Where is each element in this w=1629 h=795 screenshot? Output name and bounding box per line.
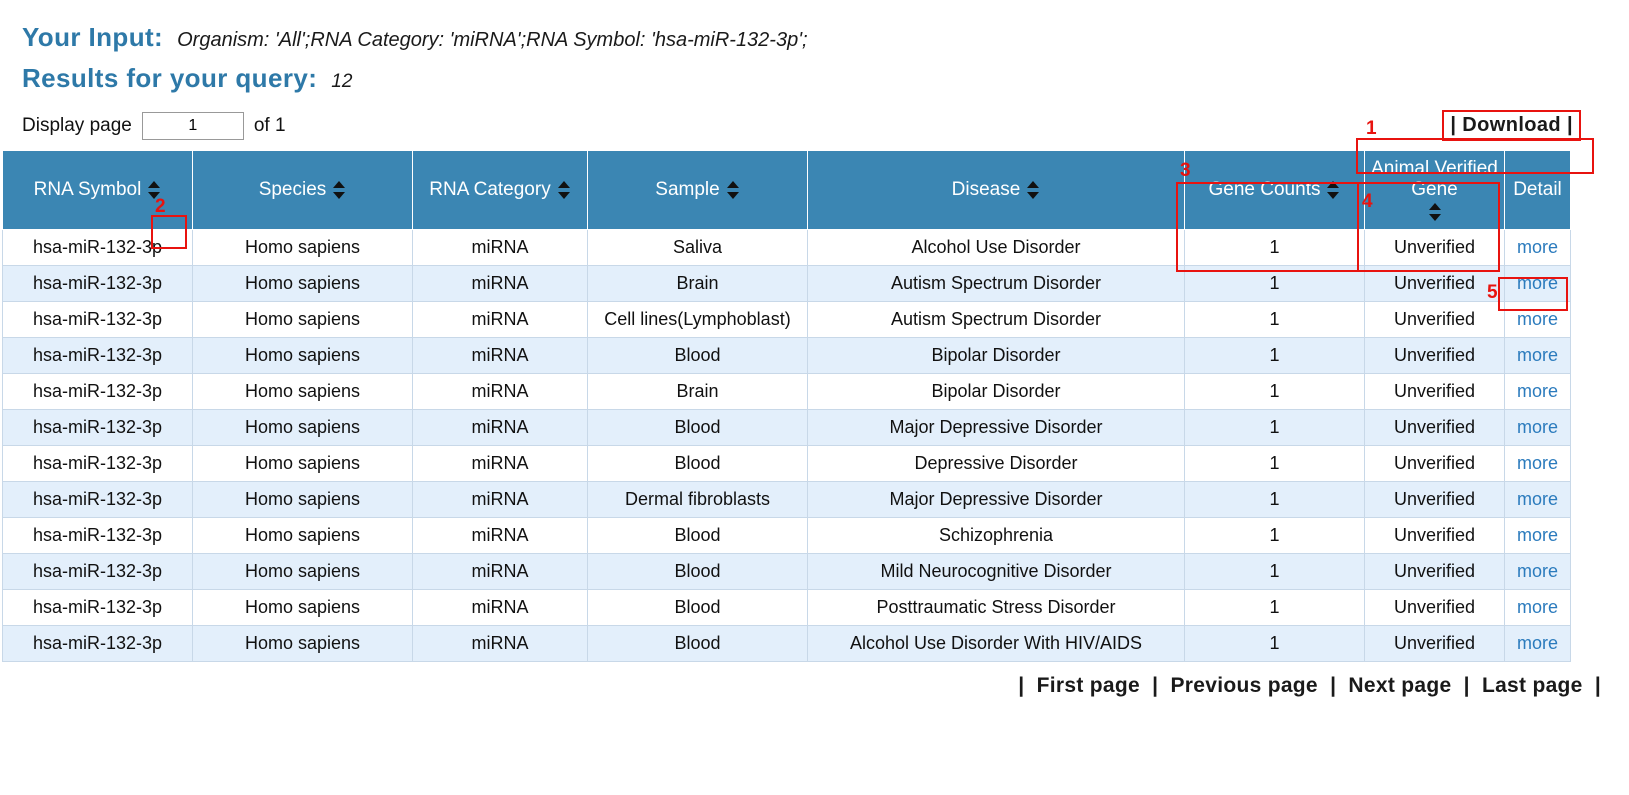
query-summary bbox=[0, 0, 1629, 94]
cell-rna-symbol: hsa-miR-132-3p bbox=[3, 590, 193, 626]
cell-rna-symbol: hsa-miR-132-3p bbox=[3, 266, 193, 302]
cell-animal-verified: Unverified bbox=[1365, 302, 1505, 338]
cell-sample: Dermal fibroblasts bbox=[588, 482, 808, 518]
first-page-link[interactable]: First page bbox=[1036, 674, 1140, 697]
cell-rna-category: miRNA bbox=[413, 518, 588, 554]
cell-detail bbox=[1505, 626, 1571, 662]
cell-disease: Major Depressive Disorder bbox=[808, 482, 1185, 518]
cell-detail bbox=[1505, 338, 1571, 374]
cell-sample: Blood bbox=[588, 338, 808, 374]
cell-animal-verified: Unverified bbox=[1365, 338, 1505, 374]
cell-rna-category: miRNA bbox=[413, 626, 588, 662]
table-body bbox=[3, 230, 1571, 662]
detail-more-link[interactable]: more bbox=[1516, 417, 1558, 437]
cell-animal-verified: Unverified bbox=[1365, 482, 1505, 518]
cell-rna-category: miRNA bbox=[413, 338, 588, 374]
cell-rna-symbol: hsa-miR-132-3p bbox=[3, 482, 193, 518]
cell-species: Homo sapiens bbox=[193, 518, 413, 554]
cell-species: Homo sapiens bbox=[193, 482, 413, 518]
your-input-line bbox=[22, 22, 1629, 53]
detail-more-link[interactable]: more bbox=[1516, 345, 1558, 365]
results-label: Results for your query: bbox=[22, 63, 318, 93]
table-row bbox=[3, 338, 1571, 374]
table-row bbox=[3, 590, 1571, 626]
cell-sample: Blood bbox=[588, 410, 808, 446]
your-input-value: Organism: 'All';RNA Category: 'miRNA';RNA Symbol: 'hsa-miR-132-3p'; bbox=[177, 29, 808, 51]
download-link[interactable]: | Download | bbox=[1450, 114, 1573, 136]
previous-page-link[interactable]: Previous page bbox=[1170, 674, 1318, 697]
cell-sample: Blood bbox=[588, 554, 808, 590]
column-label: Sample bbox=[655, 179, 720, 200]
cell-animal-verified: Unverified bbox=[1365, 374, 1505, 410]
cell-detail bbox=[1505, 302, 1571, 338]
display-page-label: Display page bbox=[22, 115, 132, 136]
cell-detail bbox=[1505, 590, 1571, 626]
pagination-nav bbox=[0, 662, 1629, 698]
detail-more-link[interactable]: more bbox=[1516, 597, 1558, 617]
cell-rna-symbol: hsa-miR-132-3p bbox=[3, 230, 193, 266]
cell-detail bbox=[1505, 482, 1571, 518]
detail-more-link[interactable]: more bbox=[1516, 561, 1558, 581]
cell-rna-symbol: hsa-miR-132-3p bbox=[3, 338, 193, 374]
cell-gene-counts: 1 bbox=[1185, 482, 1365, 518]
cell-detail bbox=[1505, 374, 1571, 410]
cell-gene-counts: 1 bbox=[1185, 554, 1365, 590]
cell-rna-symbol: hsa-miR-132-3p bbox=[3, 518, 193, 554]
table-header-row bbox=[3, 151, 1571, 230]
cell-sample: Blood bbox=[588, 590, 808, 626]
cell-rna-symbol: hsa-miR-132-3p bbox=[3, 302, 193, 338]
column-label: Animal Verified Gene bbox=[1371, 157, 1498, 200]
last-page-link[interactable]: Last page bbox=[1481, 674, 1583, 697]
cell-disease: Schizophrenia bbox=[808, 518, 1185, 554]
nav-separator: | bbox=[1463, 674, 1470, 697]
sort-arrows-icon[interactable] bbox=[1428, 202, 1442, 222]
cell-rna-category: miRNA bbox=[413, 374, 588, 410]
cell-disease: Alcohol Use Disorder With HIV/AIDS bbox=[808, 626, 1185, 662]
table-row bbox=[3, 518, 1571, 554]
cell-sample: Brain bbox=[588, 374, 808, 410]
cell-detail bbox=[1505, 518, 1571, 554]
next-page-link[interactable]: Next page bbox=[1348, 674, 1452, 697]
cell-species: Homo sapiens bbox=[193, 446, 413, 482]
column-label: Detail bbox=[1513, 179, 1562, 200]
cell-disease: Autism Spectrum Disorder bbox=[808, 266, 1185, 302]
column-header-gene-counts[interactable] bbox=[1185, 151, 1365, 230]
detail-more-link[interactable]: more bbox=[1516, 273, 1558, 293]
table-row bbox=[3, 446, 1571, 482]
cell-rna-category: miRNA bbox=[413, 266, 588, 302]
cell-animal-verified: Unverified bbox=[1365, 446, 1505, 482]
cell-detail bbox=[1505, 230, 1571, 266]
cell-rna-category: miRNA bbox=[413, 410, 588, 446]
cell-species: Homo sapiens bbox=[193, 590, 413, 626]
cell-rna-category: miRNA bbox=[413, 482, 588, 518]
cell-gene-counts: 1 bbox=[1185, 374, 1365, 410]
annotation-number-1: 1 bbox=[1366, 118, 1377, 139]
cell-species: Homo sapiens bbox=[193, 302, 413, 338]
cell-sample: Blood bbox=[588, 446, 808, 482]
detail-more-link[interactable]: more bbox=[1516, 489, 1558, 509]
cell-gene-counts: 1 bbox=[1185, 590, 1365, 626]
sort-arrows-icon[interactable] bbox=[557, 180, 571, 200]
sort-arrows-icon[interactable] bbox=[1026, 180, 1040, 200]
table-row bbox=[3, 374, 1571, 410]
page-number-input[interactable] bbox=[142, 112, 244, 140]
table-row bbox=[3, 302, 1571, 338]
column-label: RNA Symbol bbox=[33, 179, 142, 200]
nav-separator: | bbox=[1330, 674, 1337, 697]
cell-detail bbox=[1505, 446, 1571, 482]
column-header-species[interactable] bbox=[193, 151, 413, 230]
cell-species: Homo sapiens bbox=[193, 230, 413, 266]
column-header-sample[interactable] bbox=[588, 151, 808, 230]
column-header-disease[interactable] bbox=[808, 151, 1185, 230]
detail-more-link[interactable]: more bbox=[1516, 381, 1558, 401]
detail-more-link[interactable]: more bbox=[1516, 309, 1558, 329]
cell-rna-category: miRNA bbox=[413, 230, 588, 266]
cell-rna-symbol: hsa-miR-132-3p bbox=[3, 374, 193, 410]
column-label: Gene Counts bbox=[1208, 179, 1321, 200]
detail-more-link[interactable]: more bbox=[1516, 633, 1558, 653]
cell-disease: Bipolar Disorder bbox=[808, 338, 1185, 374]
your-input-label: Your Input: bbox=[22, 22, 164, 52]
nav-separator: | bbox=[1594, 674, 1601, 697]
cell-sample: Blood bbox=[588, 626, 808, 662]
cell-disease: Autism Spectrum Disorder bbox=[808, 302, 1185, 338]
cell-gene-counts: 1 bbox=[1185, 302, 1365, 338]
cell-rna-symbol: hsa-miR-132-3p bbox=[3, 626, 193, 662]
cell-disease: Bipolar Disorder bbox=[808, 374, 1185, 410]
cell-sample: Blood bbox=[588, 518, 808, 554]
cell-disease: Major Depressive Disorder bbox=[808, 410, 1185, 446]
cell-gene-counts: 1 bbox=[1185, 338, 1365, 374]
detail-more-link[interactable]: more bbox=[1516, 237, 1558, 257]
column-header-rna-category[interactable] bbox=[413, 151, 588, 230]
cell-species: Homo sapiens bbox=[193, 338, 413, 374]
cell-detail bbox=[1505, 266, 1571, 302]
cell-disease: Posttraumatic Stress Disorder bbox=[808, 590, 1185, 626]
cell-animal-verified: Unverified bbox=[1365, 230, 1505, 266]
cell-sample: Brain bbox=[588, 266, 808, 302]
table-row bbox=[3, 482, 1571, 518]
cell-species: Homo sapiens bbox=[193, 266, 413, 302]
cell-rna-category: miRNA bbox=[413, 302, 588, 338]
cell-gene-counts: 1 bbox=[1185, 626, 1365, 662]
download-highlight bbox=[1442, 110, 1581, 141]
cell-animal-verified: Unverified bbox=[1365, 590, 1505, 626]
cell-sample: Saliva bbox=[588, 230, 808, 266]
annotation-number-2: 2 bbox=[155, 196, 166, 217]
cell-animal-verified: Unverified bbox=[1365, 554, 1505, 590]
cell-species: Homo sapiens bbox=[193, 410, 413, 446]
cell-gene-counts: 1 bbox=[1185, 446, 1365, 482]
column-header-animal-verified-gene[interactable] bbox=[1365, 151, 1505, 230]
cell-animal-verified: Unverified bbox=[1365, 626, 1505, 662]
table-row bbox=[3, 230, 1571, 266]
column-label: RNA Category bbox=[429, 179, 551, 200]
cell-sample: Cell lines(Lymphoblast) bbox=[588, 302, 808, 338]
cell-species: Homo sapiens bbox=[193, 554, 413, 590]
table-row bbox=[3, 266, 1571, 302]
cell-rna-symbol: hsa-miR-132-3p bbox=[3, 446, 193, 482]
sort-arrows-icon[interactable] bbox=[1326, 180, 1340, 200]
column-label: Species bbox=[258, 179, 327, 200]
results-line bbox=[22, 63, 1629, 94]
cell-species: Homo sapiens bbox=[193, 374, 413, 410]
cell-gene-counts: 1 bbox=[1185, 410, 1365, 446]
cell-disease: Depressive Disorder bbox=[808, 446, 1185, 482]
cell-rna-symbol: hsa-miR-132-3p bbox=[3, 554, 193, 590]
annotation-number-5: 5 bbox=[1487, 282, 1498, 303]
table-row bbox=[3, 626, 1571, 662]
cell-gene-counts: 1 bbox=[1185, 518, 1365, 554]
cell-rna-category: miRNA bbox=[413, 590, 588, 626]
column-label: Disease bbox=[951, 179, 1021, 200]
table-row bbox=[3, 410, 1571, 446]
detail-more-link[interactable]: more bbox=[1516, 453, 1558, 473]
column-header-detail bbox=[1505, 151, 1571, 230]
detail-more-link[interactable]: more bbox=[1516, 525, 1558, 545]
cell-detail bbox=[1505, 554, 1571, 590]
cell-gene-counts: 1 bbox=[1185, 266, 1365, 302]
cell-animal-verified: Unverified bbox=[1365, 410, 1505, 446]
page-total-label: of 1 bbox=[253, 115, 286, 136]
sort-arrows-icon[interactable] bbox=[726, 180, 740, 200]
cell-rna-category: miRNA bbox=[413, 446, 588, 482]
cell-rna-symbol: hsa-miR-132-3p bbox=[3, 410, 193, 446]
cell-species: Homo sapiens bbox=[193, 626, 413, 662]
sort-arrows-icon[interactable] bbox=[332, 180, 346, 200]
cell-disease: Alcohol Use Disorder bbox=[808, 230, 1185, 266]
cell-gene-counts: 1 bbox=[1185, 230, 1365, 266]
cell-rna-category: miRNA bbox=[413, 554, 588, 590]
table-row bbox=[3, 554, 1571, 590]
nav-separator: | bbox=[1152, 674, 1159, 697]
cell-animal-verified: Unverified bbox=[1365, 266, 1505, 302]
cell-detail bbox=[1505, 410, 1571, 446]
results-count: 12 bbox=[331, 71, 353, 92]
annotation-number-4: 4 bbox=[1362, 191, 1373, 212]
cell-disease: Mild Neurocognitive Disorder bbox=[808, 554, 1185, 590]
results-table bbox=[2, 150, 1571, 662]
annotation-number-3: 3 bbox=[1180, 160, 1191, 181]
cell-animal-verified: Unverified bbox=[1365, 518, 1505, 554]
nav-separator: | bbox=[1018, 674, 1025, 697]
